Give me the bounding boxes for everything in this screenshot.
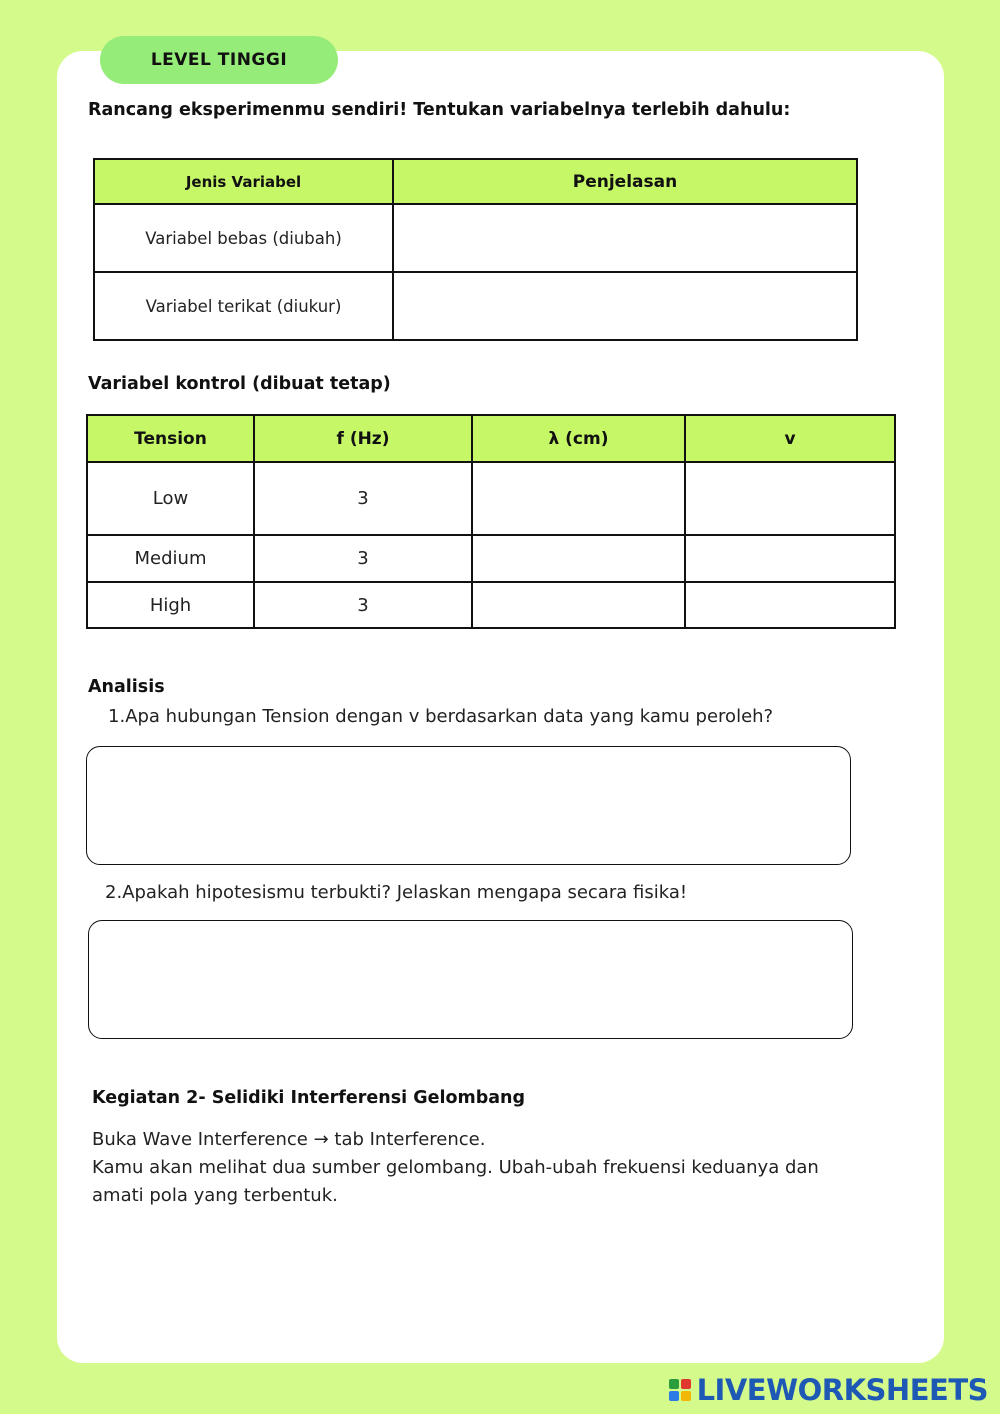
answer-2-box[interactable]	[88, 920, 853, 1039]
tension-header: Tension	[87, 415, 254, 462]
tension-cell: Low	[87, 462, 254, 535]
explanation-header: Penjelasan	[393, 159, 857, 204]
question-2-text: Apakah hipotesismu terbukti? Jelaskan mengapa secara fisika!	[122, 882, 688, 903]
brand-name: LIVEWORKSHEETS	[696, 1373, 988, 1407]
table-row	[94, 204, 857, 272]
level-badge: LEVEL TINGGI	[100, 36, 338, 84]
variable-table	[93, 158, 858, 341]
activity-line-1: Buka Wave Interference → tab Interference.	[92, 1129, 486, 1150]
question-1-number: 1.	[108, 706, 126, 727]
wavelength-header: λ (cm)	[472, 415, 685, 462]
variable-dependent-answer[interactable]	[393, 272, 857, 340]
frequency-header: f (Hz)	[254, 415, 472, 462]
table-row	[87, 535, 895, 582]
variable-independent-answer[interactable]	[393, 204, 857, 272]
logo-square	[669, 1391, 679, 1401]
velocity-input[interactable]	[685, 582, 895, 628]
variable-type-header: Jenis Variabel	[94, 159, 393, 204]
analysis-heading: Analisis	[88, 677, 165, 697]
table-row	[87, 462, 895, 535]
variable-independent-label: Variabel bebas (diubah)	[94, 204, 393, 272]
velocity-header: v	[685, 415, 895, 462]
activity-line-2: Kamu akan melihat dua sumber gelombang. Ubah-ubah frekuensi keduanya dan	[92, 1157, 819, 1178]
velocity-input[interactable]	[685, 462, 895, 535]
logo-square	[681, 1379, 691, 1389]
answer-1-box[interactable]	[86, 746, 851, 865]
table-row	[94, 272, 857, 340]
logo-square	[669, 1379, 679, 1389]
liveworksheets-brand[interactable]	[669, 1372, 988, 1408]
intro-heading: Rancang eksperimenmu sendiri! Tentukan variabelnya terlebih dahulu:	[88, 100, 791, 120]
question-1	[108, 706, 773, 727]
liveworksheets-logo-icon	[669, 1379, 691, 1401]
frequency-cell: 3	[254, 535, 472, 582]
table-row	[87, 582, 895, 628]
wavelength-input[interactable]	[472, 582, 685, 628]
wavelength-input[interactable]	[472, 535, 685, 582]
control-heading: Variabel kontrol (dibuat tetap)	[88, 374, 391, 394]
data-table	[86, 414, 896, 629]
question-2	[105, 882, 687, 903]
question-2-number: 2.	[105, 882, 123, 903]
velocity-input[interactable]	[685, 535, 895, 582]
question-1-text: Apa hubungan Tension dengan v berdasarkan data yang kamu peroleh?	[125, 706, 774, 727]
frequency-cell: 3	[254, 582, 472, 628]
tension-cell: High	[87, 582, 254, 628]
variable-dependent-label: Variabel terikat (diukur)	[94, 272, 393, 340]
logo-square	[681, 1391, 691, 1401]
frequency-cell: 3	[254, 462, 472, 535]
activity-line-3: amati pola yang terbentuk.	[92, 1185, 338, 1206]
tension-cell: Medium	[87, 535, 254, 582]
wavelength-input[interactable]	[472, 462, 685, 535]
activity-instructions	[92, 1126, 882, 1210]
activity-heading: Kegiatan 2- Selidiki Interferensi Gelombang	[92, 1088, 526, 1108]
